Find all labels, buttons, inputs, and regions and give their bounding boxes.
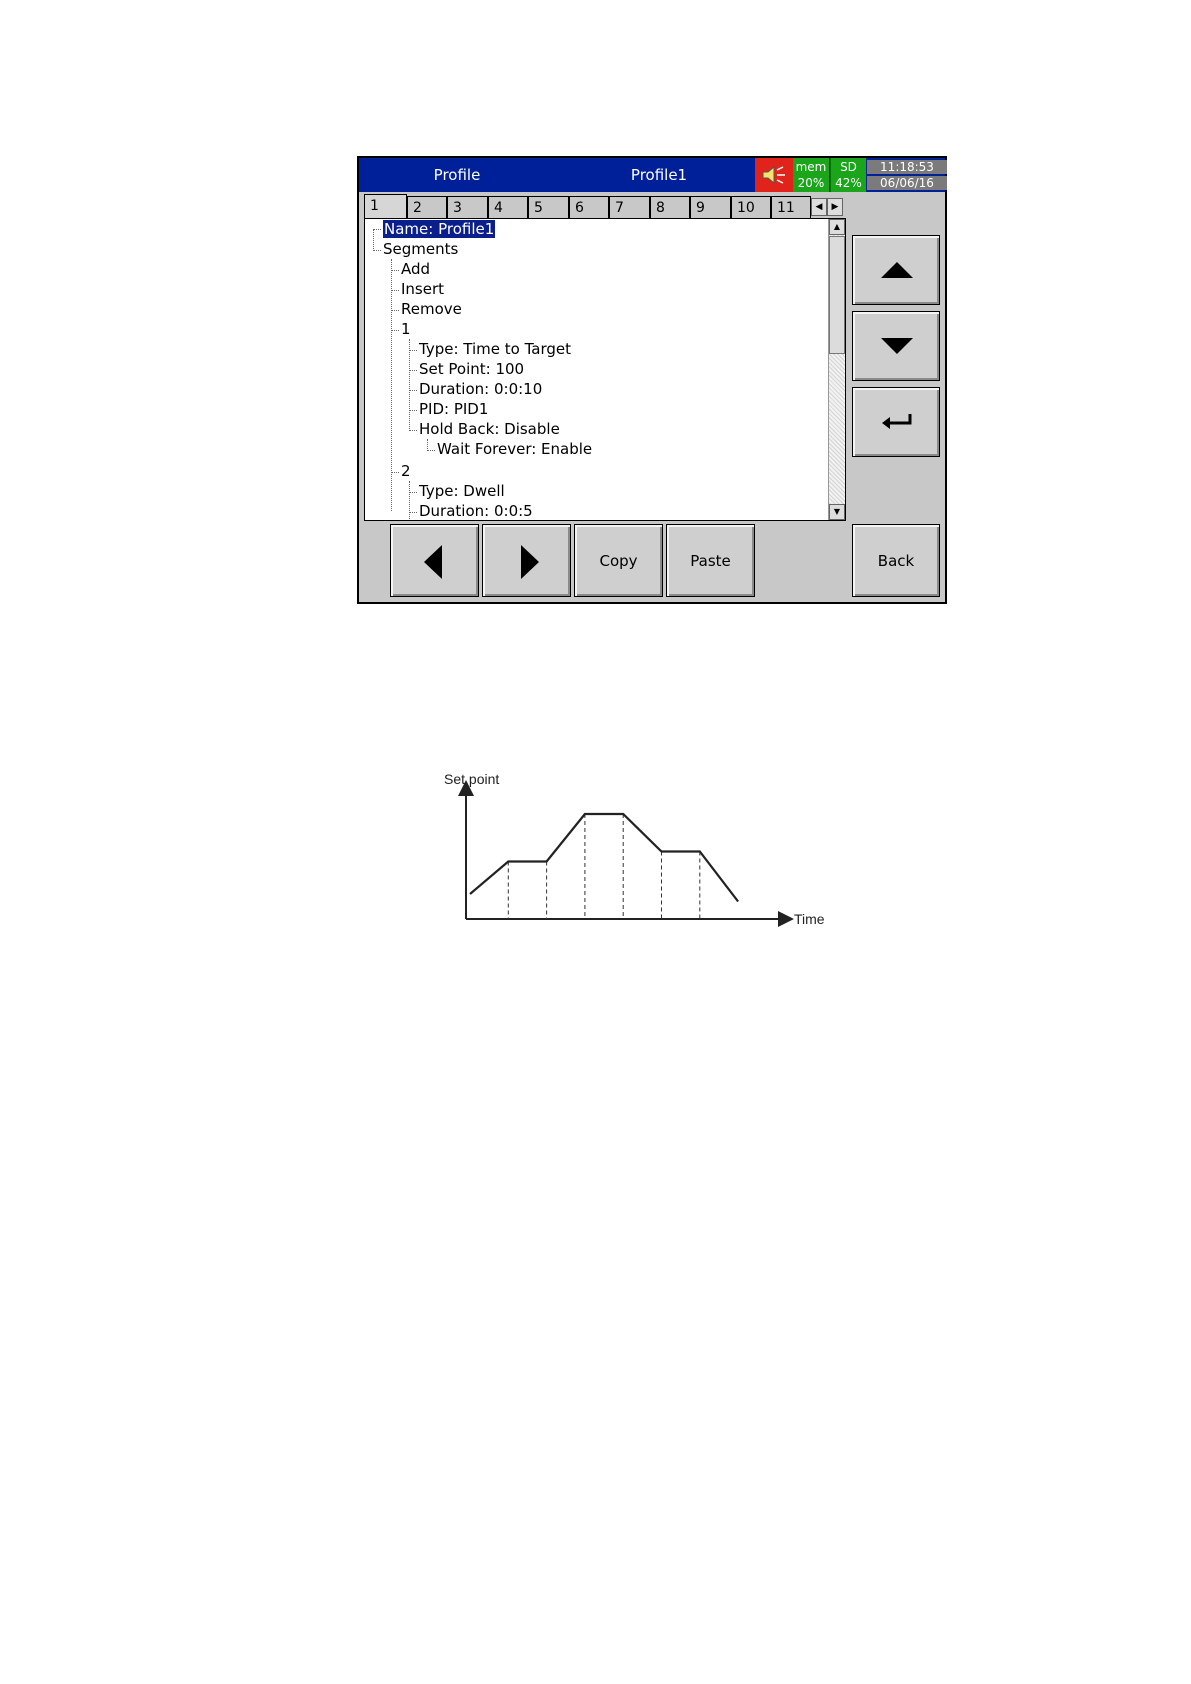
tree-connector: [391, 290, 399, 291]
tab-1[interactable]: 1: [364, 194, 407, 218]
tree-connector: [373, 229, 374, 251]
paste-button[interactable]: [666, 524, 755, 597]
tree-item-seg1-type[interactable]: Type: Time to Target: [419, 340, 571, 358]
tree-item-segments[interactable]: Segments: [383, 240, 459, 258]
tree-connector: [427, 450, 435, 451]
tree-connector: [373, 229, 381, 230]
profile-tree-view: [364, 218, 846, 521]
back-button[interactable]: [852, 524, 940, 597]
tree-item-seg1-pid[interactable]: PID: PID1: [419, 400, 489, 418]
tab-3[interactable]: 3: [447, 196, 488, 218]
tree-connector: [409, 492, 417, 493]
y-axis-label: Set point: [444, 772, 500, 787]
sd-usage-indicator: [830, 158, 866, 192]
mem-label: mem: [795, 160, 827, 174]
scroll-down-arrow-icon[interactable]: ▼: [829, 504, 845, 520]
tab-2[interactable]: 2: [407, 196, 447, 218]
triangle-left-icon: [423, 544, 443, 580]
tree-connector: [409, 481, 410, 521]
tree-connector: [409, 370, 417, 371]
triangle-down-icon: [880, 337, 914, 355]
tree-item-seg1-setpoint[interactable]: Set Point: 100: [419, 360, 525, 378]
tree-connector: [409, 350, 417, 351]
tree-connector: [391, 259, 392, 511]
profile-screen: [357, 156, 947, 604]
tab-5[interactable]: 5: [528, 196, 569, 218]
tree-item-name-label: Name: Profile1: [384, 220, 495, 238]
x-axis-label: Time: [794, 911, 825, 927]
enter-arrow-icon: [881, 412, 913, 432]
tab-8[interactable]: 8: [650, 196, 690, 218]
clock-date: 06/06/16: [867, 176, 947, 190]
segment-tabs: [364, 196, 846, 218]
title-bar: [359, 158, 945, 192]
move-up-button[interactable]: [852, 235, 940, 305]
paste-button-label: Paste: [690, 551, 731, 570]
tree-item-segment-1[interactable]: 1: [401, 320, 411, 338]
copy-button-label: Copy: [599, 551, 638, 570]
setpoint-profile-line: [470, 814, 738, 902]
tree-connector: [391, 270, 399, 271]
page-title: Profile: [433, 166, 481, 184]
tree-connector: [409, 339, 410, 431]
scrollbar-thumb[interactable]: [829, 236, 845, 354]
tab-scroll-right-icon[interactable]: ▶: [827, 198, 843, 216]
tree-connector: [409, 512, 417, 513]
triangle-up-icon: [880, 261, 914, 279]
tree-connector: [391, 310, 399, 311]
tree-connector: [409, 390, 417, 391]
tree-item-add[interactable]: Add: [401, 260, 431, 278]
enter-button[interactable]: [852, 387, 940, 457]
tree-connector: [409, 430, 417, 431]
setpoint-profile-chart: [438, 772, 838, 942]
tree-item-name[interactable]: [383, 219, 495, 239]
tree-connector: [391, 472, 399, 473]
copy-button[interactable]: [574, 524, 663, 597]
tree-item-seg2-duration[interactable]: Duration: 0:0:5: [419, 502, 533, 520]
tree-item-seg1-duration[interactable]: Duration: 0:0:10: [419, 380, 543, 398]
scroll-up-arrow-icon[interactable]: ▲: [829, 219, 845, 235]
next-button[interactable]: [482, 524, 571, 597]
tree-item-insert[interactable]: Insert: [401, 280, 445, 298]
tab-11[interactable]: 11: [771, 196, 811, 218]
tree-connector: [409, 410, 417, 411]
back-button-label: Back: [877, 551, 915, 570]
tree-connector: [373, 250, 381, 251]
speaker-alarm-icon[interactable]: [755, 158, 793, 192]
clock: [867, 160, 947, 190]
tab-10[interactable]: 10: [731, 196, 771, 218]
tab-scroll-left-icon[interactable]: ◀: [811, 198, 827, 216]
tab-4[interactable]: 4: [488, 196, 528, 218]
tree-item-seg2-type[interactable]: Type: Dwell: [419, 482, 505, 500]
profile-name-title: Profile1: [630, 166, 688, 184]
previous-button[interactable]: [390, 524, 479, 597]
tree-item-seg1-holdback[interactable]: Hold Back: Disable: [419, 420, 560, 438]
tree-item-segment-2[interactable]: 2: [401, 462, 411, 480]
memory-usage-indicator: [793, 158, 829, 192]
tab-6[interactable]: 6: [569, 196, 609, 218]
sd-label: SD: [840, 160, 857, 174]
tree-item-seg1-waitforever[interactable]: Wait Forever: Enable: [437, 440, 593, 458]
mem-value: 20%: [797, 176, 825, 190]
clock-time: 11:18:53: [867, 160, 947, 174]
sd-value: 42%: [835, 176, 862, 190]
move-down-button[interactable]: [852, 311, 940, 381]
tree-connector: [391, 330, 399, 331]
tab-9[interactable]: 9: [690, 196, 731, 218]
triangle-right-icon: [520, 544, 540, 580]
tree-scrollbar[interactable]: [828, 219, 845, 520]
tab-7[interactable]: 7: [609, 196, 650, 218]
tree-item-remove[interactable]: Remove: [401, 300, 462, 318]
